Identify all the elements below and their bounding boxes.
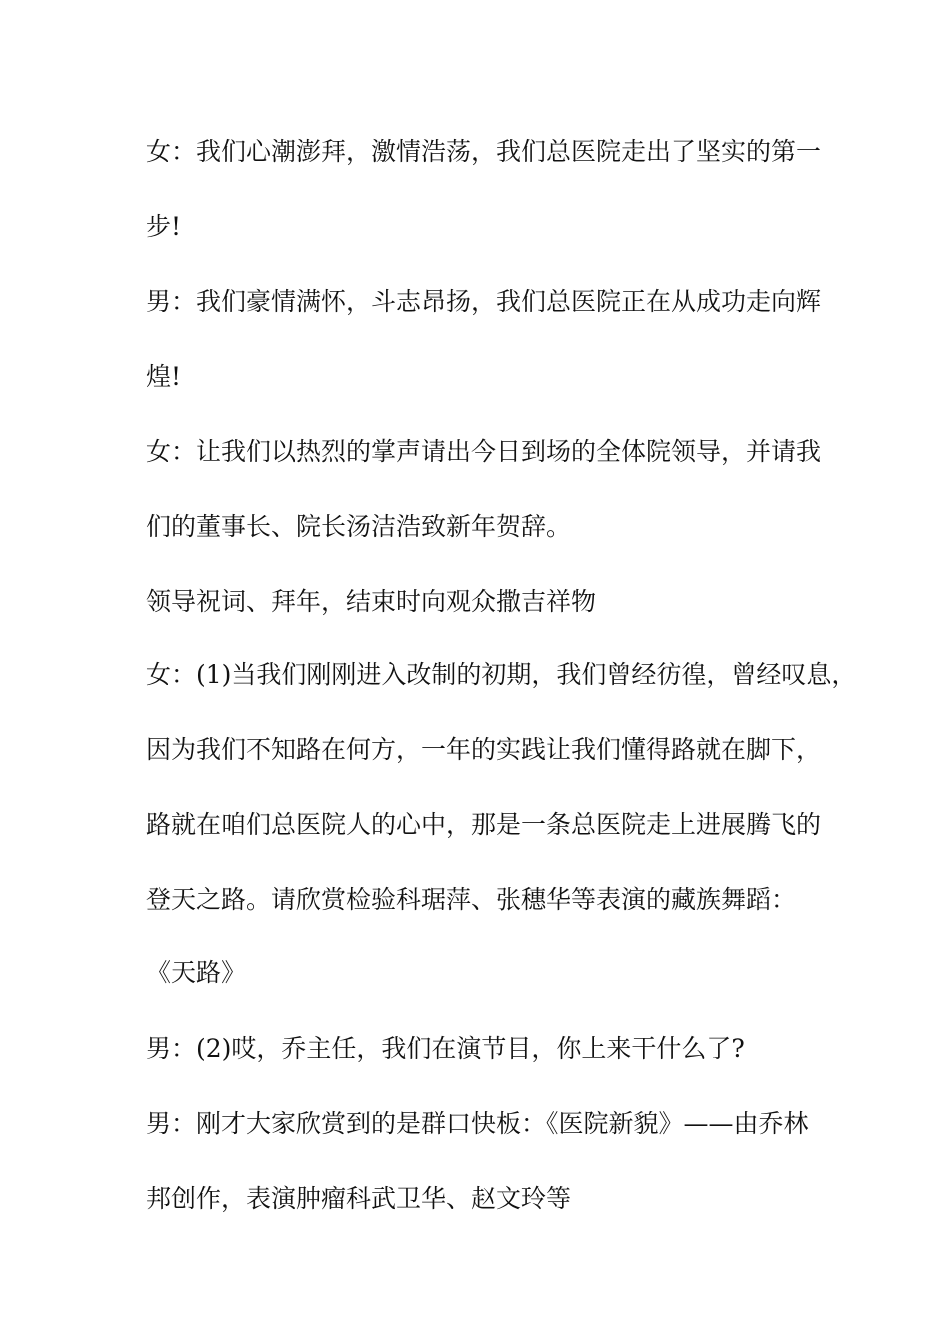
text-line: 《天路》 bbox=[146, 958, 247, 987]
text-line: 女：我们心潮澎拜，激情浩荡，我们总医院走出了坚实的第一 bbox=[146, 137, 822, 166]
text-line: 男：(2)哎，乔主任，我们在演节目，你上来干什么了? bbox=[146, 1034, 745, 1063]
text-line: 步! bbox=[146, 212, 182, 241]
text-line: 煌! bbox=[146, 362, 182, 391]
text-line: 们的董事长、院长汤洁浩致新年贺辞。 bbox=[146, 512, 572, 541]
text-line: 男：我们豪情满怀，斗志昂扬，我们总医院正在从成功走向辉 bbox=[146, 287, 822, 316]
text-line: 邦创作，表演肿瘤科武卫华、赵文玲等 bbox=[146, 1184, 572, 1213]
text-line: 因为我们不知路在何方，一年的实践让我们懂得路就在脚下， bbox=[146, 735, 822, 764]
text-line: 女：让我们以热烈的掌声请出今日到场的全体院领导，并请我 bbox=[146, 437, 822, 466]
text-line: 男：刚才大家欣赏到的是群口快板：《医院新貌》——由乔林 bbox=[146, 1109, 809, 1138]
text-line: 领导祝词、拜年，结束时向观众撒吉祥物 bbox=[146, 587, 597, 616]
text-line: 女：(1)当我们刚刚进入改制的初期，我们曾经彷徨，曾经叹息， bbox=[146, 660, 857, 689]
text-line: 登天之路。请欣赏检验科琚萍、张穗华等表演的藏族舞蹈： bbox=[146, 885, 797, 914]
text-line: 路就在咱们总医院人的心中，那是一条总医院走上进展腾飞的 bbox=[146, 810, 822, 839]
